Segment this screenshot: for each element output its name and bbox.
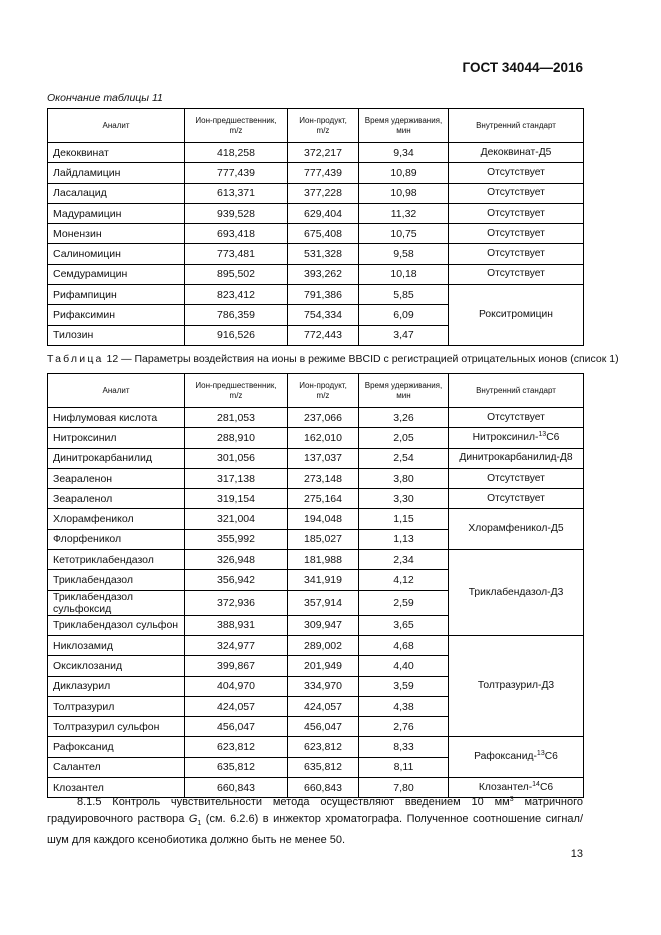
table-row xyxy=(48,468,584,488)
paragraph-part-3: (см. 6.2.6) в инжектор хроматографа. Полученное соотношение сигнал/шум для каждого ксенобиотика должно быть не менее 50. xyxy=(47,813,583,847)
variable-subscript: 1 xyxy=(197,820,202,828)
analyte-cell: Рифампицин xyxy=(48,285,185,305)
standard-cell: Динитрокарбанилид-Д8 xyxy=(449,448,584,468)
retention-cell: 3,26 xyxy=(359,408,449,428)
analyte-cell: Рифаксимин xyxy=(48,305,185,325)
table-row xyxy=(48,550,584,570)
product-cell: 194,048 xyxy=(288,509,359,529)
table-row xyxy=(48,183,584,203)
precursor-cell: 773,481 xyxy=(185,244,288,264)
analyte-cell: Рафоксанид xyxy=(48,737,185,757)
standard-prefix: Клозантел- xyxy=(478,781,533,793)
product-cell: 185,027 xyxy=(288,529,359,549)
precursor-cell: 372,936 xyxy=(185,590,288,615)
retention-cell: 4,68 xyxy=(359,635,449,655)
table-row xyxy=(48,448,584,468)
precursor-cell: 939,528 xyxy=(185,203,288,223)
column-header-internal-standard: Внутренний стандарт xyxy=(449,109,584,143)
product-cell: 377,228 xyxy=(288,183,359,203)
analyte-cell: Диклазурил xyxy=(48,676,185,696)
precursor-cell: 321,004 xyxy=(185,509,288,529)
retention-cell: 3,47 xyxy=(359,325,449,345)
retention-cell: 3,65 xyxy=(359,615,449,635)
table-12 xyxy=(47,373,584,798)
column-header-product-ion: Ион-продукт, m/z xyxy=(288,109,359,143)
isotope-superscript: 14 xyxy=(532,780,540,788)
standard-cell: Отсутствует xyxy=(449,468,584,488)
precursor-cell: 317,138 xyxy=(185,468,288,488)
table-row xyxy=(48,509,584,529)
precursor-cell: 355,992 xyxy=(185,529,288,549)
retention-cell: 8,11 xyxy=(359,757,449,777)
precursor-cell: 613,371 xyxy=(185,183,288,203)
precursor-cell: 388,931 xyxy=(185,615,288,635)
table-12-caption-text: 12 — Параметры воздействия на ионы в режиме BBCID с регистрацией отрицательных ионов (список 1) xyxy=(106,353,619,365)
standard-cell: Отсутствует xyxy=(449,244,584,264)
product-cell: 456,047 xyxy=(288,717,359,737)
paragraph-text xyxy=(47,794,583,849)
paragraph-part-1: 8.1.5 Контроль чувствительности метода осуществляют введением 10 мм xyxy=(77,796,510,808)
column-header-internal-standard: Внутренний стандарт xyxy=(449,374,584,408)
retention-cell: 7,80 xyxy=(359,778,449,798)
table-row xyxy=(48,285,584,305)
retention-cell: 1,15 xyxy=(359,509,449,529)
product-cell: 675,408 xyxy=(288,224,359,244)
analyte-cell: Зеараленон xyxy=(48,468,185,488)
product-cell: 772,443 xyxy=(288,325,359,345)
column-header-analyte: Аналит xyxy=(48,374,185,408)
precursor-cell: 356,942 xyxy=(185,570,288,590)
retention-cell: 10,89 xyxy=(359,163,449,183)
standard-cell: Отсутствует xyxy=(449,224,584,244)
precursor-cell: 777,439 xyxy=(185,163,288,183)
precursor-cell: 635,812 xyxy=(185,757,288,777)
table-11 xyxy=(47,108,584,346)
table-12-caption-prefix: Таблица xyxy=(47,353,104,365)
analyte-cell: Тилозин xyxy=(48,325,185,345)
analyte-cell: Салиномицин xyxy=(48,244,185,264)
product-cell: 357,914 xyxy=(288,590,359,615)
product-cell: 424,057 xyxy=(288,696,359,716)
precursor-cell: 281,053 xyxy=(185,408,288,428)
precursor-cell: 418,258 xyxy=(185,143,288,163)
analyte-cell: Толтразурил xyxy=(48,696,185,716)
analyte-cell: Никлозамид xyxy=(48,635,185,655)
precursor-cell: 786,359 xyxy=(185,305,288,325)
table-12-caption xyxy=(47,353,619,365)
retention-cell: 10,18 xyxy=(359,264,449,284)
column-header-precursor-ion: Ион-предшественник, m/z xyxy=(185,374,288,408)
retention-cell: 8,33 xyxy=(359,737,449,757)
analyte-cell: Триклабендазол сульфоксид xyxy=(48,590,185,615)
unit-superscript: 3 xyxy=(509,796,514,803)
table-row xyxy=(48,143,584,163)
retention-cell: 3,80 xyxy=(359,468,449,488)
isotope-superscript: 13 xyxy=(536,750,545,758)
precursor-cell: 319,154 xyxy=(185,489,288,509)
retention-cell: 2,05 xyxy=(359,428,449,448)
paragraph-8-1-5 xyxy=(47,794,583,849)
retention-cell: 3,59 xyxy=(359,676,449,696)
column-header-precursor-ion: Ион-предшественник, m/z xyxy=(185,109,288,143)
precursor-cell: 326,948 xyxy=(185,550,288,570)
product-cell: 273,148 xyxy=(288,468,359,488)
product-cell: 393,262 xyxy=(288,264,359,284)
table-row xyxy=(48,163,584,183)
paragraph-part-2: матричного градуировочного раствора xyxy=(47,796,583,825)
retention-cell: 9,34 xyxy=(359,143,449,163)
product-cell: 334,970 xyxy=(288,676,359,696)
standard-cell-merged: Рокситромицин xyxy=(449,285,584,346)
product-cell: 162,010 xyxy=(288,428,359,448)
analyte-cell: Флорфеникол xyxy=(48,529,185,549)
standard-cell: Декоквинат-Д5 xyxy=(449,143,584,163)
precursor-cell: 895,502 xyxy=(185,264,288,284)
analyte-cell: Клозантел xyxy=(48,778,185,798)
column-header-retention-time: Время удерживания, мин xyxy=(359,374,449,408)
table-row xyxy=(48,737,584,757)
document-standard-number: ГОСТ 34044—2016 xyxy=(462,60,583,75)
analyte-cell: Семдурамицин xyxy=(48,264,185,284)
precursor-cell: 301,056 xyxy=(185,448,288,468)
analyte-cell: Динитрокарбанилид xyxy=(48,448,185,468)
standard-cell: Отсутствует xyxy=(449,203,584,223)
analyte-cell: Нитроксинил xyxy=(48,428,185,448)
analyte-cell: Ласалацид xyxy=(48,183,185,203)
analyte-cell: Декоквинат xyxy=(48,143,185,163)
analyte-cell: Триклабендазол сульфон xyxy=(48,615,185,635)
table-row xyxy=(48,408,584,428)
column-header-analyte: Аналит xyxy=(48,109,185,143)
product-cell: 341,919 xyxy=(288,570,359,590)
retention-cell: 4,38 xyxy=(359,696,449,716)
product-cell: 181,988 xyxy=(288,550,359,570)
table-row xyxy=(48,224,584,244)
column-header-product-ion: Ион-продукт, m/z xyxy=(288,374,359,408)
standard-cell: Отсутствует xyxy=(449,264,584,284)
retention-cell: 2,76 xyxy=(359,717,449,737)
retention-cell: 4,40 xyxy=(359,656,449,676)
standard-cell-merged: Толтразурил-Д3 xyxy=(449,635,584,736)
precursor-cell: 424,057 xyxy=(185,696,288,716)
variable-g: G xyxy=(188,813,198,825)
precursor-cell: 399,867 xyxy=(185,656,288,676)
product-cell: 531,328 xyxy=(288,244,359,264)
retention-cell: 10,98 xyxy=(359,183,449,203)
retention-cell: 2,54 xyxy=(359,448,449,468)
precursor-cell: 324,977 xyxy=(185,635,288,655)
analyte-cell: Триклабендазол xyxy=(48,570,185,590)
product-cell: 237,066 xyxy=(288,408,359,428)
analyte-cell: Нифлумовая кислота xyxy=(48,408,185,428)
product-cell: 777,439 xyxy=(288,163,359,183)
precursor-cell: 623,812 xyxy=(185,737,288,757)
table-row xyxy=(48,489,584,509)
product-cell: 275,164 xyxy=(288,489,359,509)
standard-suffix: C6 xyxy=(544,751,558,763)
precursor-cell: 288,910 xyxy=(185,428,288,448)
analyte-cell: Мадурамицин xyxy=(48,203,185,223)
product-cell: 309,947 xyxy=(288,615,359,635)
column-header-retention-time: Время удерживания, мин xyxy=(359,109,449,143)
product-cell: 791,386 xyxy=(288,285,359,305)
analyte-cell: Монензин xyxy=(48,224,185,244)
product-cell: 372,217 xyxy=(288,143,359,163)
standard-cell: Отсутствует xyxy=(449,408,584,428)
product-cell: 137,037 xyxy=(288,448,359,468)
product-cell: 623,812 xyxy=(288,737,359,757)
retention-cell: 4,12 xyxy=(359,570,449,590)
retention-cell: 5,85 xyxy=(359,285,449,305)
standard-prefix: Рафоксанид- xyxy=(474,751,537,763)
retention-cell: 6,09 xyxy=(359,305,449,325)
standard-cell: Отсутствует xyxy=(449,163,584,183)
product-cell: 660,843 xyxy=(288,778,359,798)
standard-suffix: C6 xyxy=(539,781,554,793)
isotope-superscript: 13 xyxy=(538,430,547,438)
analyte-cell: Хлорамфеникол xyxy=(48,509,185,529)
table-row xyxy=(48,203,584,223)
retention-cell: 1,13 xyxy=(359,529,449,549)
standard-cell-merged: Триклабендазол-Д3 xyxy=(449,550,584,636)
retention-cell: 11,32 xyxy=(359,203,449,223)
product-cell: 635,812 xyxy=(288,757,359,777)
standard-suffix: C6 xyxy=(546,431,560,443)
precursor-cell: 823,412 xyxy=(185,285,288,305)
analyte-cell: Салантел xyxy=(48,757,185,777)
precursor-cell: 693,418 xyxy=(185,224,288,244)
table-row xyxy=(48,635,584,655)
product-cell: 289,002 xyxy=(288,635,359,655)
analyte-cell: Кетотриклабендазол xyxy=(48,550,185,570)
product-cell: 629,404 xyxy=(288,203,359,223)
table-header-row xyxy=(48,109,584,143)
standard-cell: Отсутствует xyxy=(449,489,584,509)
product-cell: 754,334 xyxy=(288,305,359,325)
standard-cell-merged: Хлорамфеникол-Д5 xyxy=(449,509,584,550)
precursor-cell: 456,047 xyxy=(185,717,288,737)
standard-cell xyxy=(449,428,584,448)
analyte-cell: Лайдламицин xyxy=(48,163,185,183)
table-row xyxy=(48,244,584,264)
table-row xyxy=(48,264,584,284)
retention-cell: 2,34 xyxy=(359,550,449,570)
analyte-cell: Оксиклозанид xyxy=(48,656,185,676)
product-cell: 201,949 xyxy=(288,656,359,676)
analyte-cell: Толтразурил сульфон xyxy=(48,717,185,737)
precursor-cell: 660,843 xyxy=(185,778,288,798)
table-11-caption: Окончание таблицы 11 xyxy=(47,92,163,104)
retention-cell: 9,58 xyxy=(359,244,449,264)
standard-prefix: Нитроксинил- xyxy=(472,431,539,443)
standard-cell-merged xyxy=(449,737,584,778)
table-row xyxy=(48,428,584,448)
precursor-cell: 404,970 xyxy=(185,676,288,696)
table-header-row xyxy=(48,374,584,408)
retention-cell: 10,75 xyxy=(359,224,449,244)
retention-cell: 2,59 xyxy=(359,590,449,615)
precursor-cell: 916,526 xyxy=(185,325,288,345)
retention-cell: 3,30 xyxy=(359,489,449,509)
analyte-cell: Зеараленол xyxy=(48,489,185,509)
page-number: 13 xyxy=(570,848,583,860)
standard-cell: Отсутствует xyxy=(449,183,584,203)
